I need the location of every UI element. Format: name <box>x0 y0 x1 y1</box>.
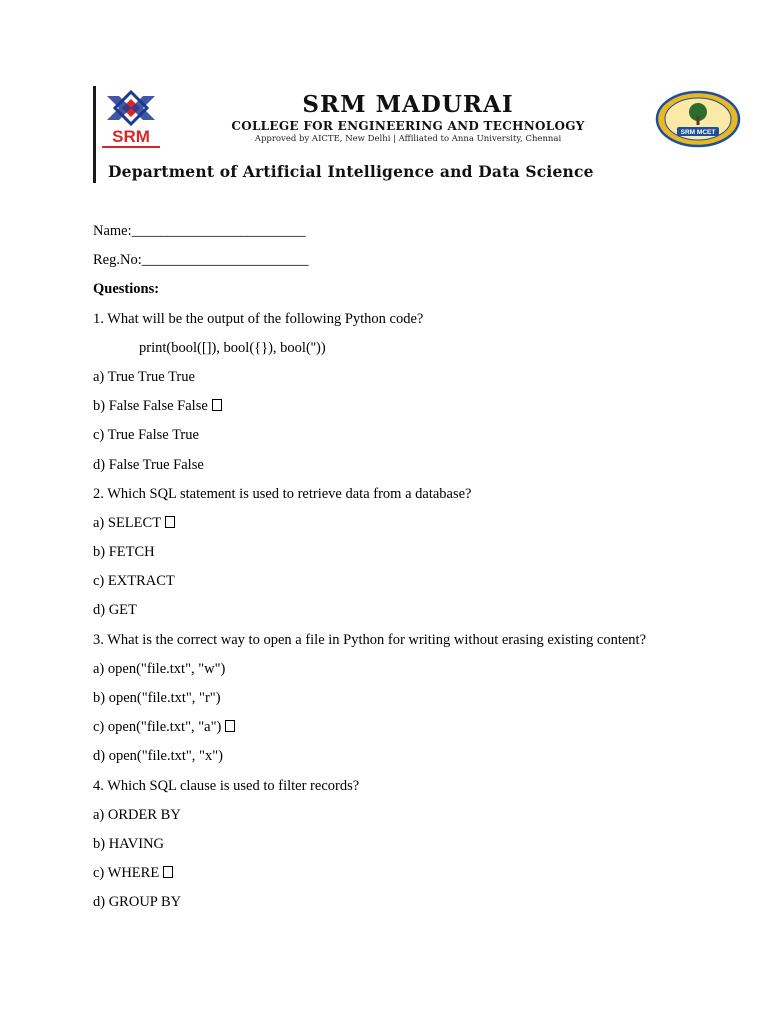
answer-mark-icon <box>163 866 173 878</box>
option-b <box>93 688 653 708</box>
logo-text: SRM <box>112 127 150 146</box>
approval-line: Approved by AICTE, New Delhi | Affiliated to Anna University, Chennai <box>254 134 562 144</box>
option-text: d) GROUP BY <box>93 894 182 911</box>
option-text: b) False False False <box>93 398 208 415</box>
option-c <box>93 571 653 591</box>
letterhead <box>93 86 743 184</box>
srm-logo <box>97 90 165 150</box>
question-4 <box>93 776 653 913</box>
college-title-block <box>193 91 623 145</box>
name-field-line: Name:________________________ <box>93 223 306 239</box>
question-text: 4. Which SQL clause is used to filter records? <box>93 777 360 794</box>
reg-no-field-line: Reg.No:_______________________ <box>93 252 309 269</box>
option-text: c) True False True <box>93 427 199 444</box>
option-text: b) open("file.txt", "r") <box>93 690 221 706</box>
option-c <box>93 425 653 445</box>
college-name: SRM MADURAI <box>302 91 514 118</box>
option-text: c) open("file.txt", "a") <box>93 719 222 736</box>
question-1 <box>93 309 653 475</box>
college-subtitle: COLLEGE FOR ENGINEERING AND TECHNOLOGY <box>231 119 585 133</box>
option-text: b) FETCH <box>93 544 155 561</box>
question-paper-body <box>93 221 653 922</box>
option-text: c) WHERE <box>93 865 160 882</box>
option-a <box>93 659 653 679</box>
option-a <box>93 367 653 387</box>
option-d <box>93 892 653 912</box>
option-text: a) ORDER BY <box>93 806 181 823</box>
option-text: a) SELECT <box>93 514 162 531</box>
option-d <box>93 600 653 620</box>
option-a <box>93 513 653 533</box>
questions-heading: Questions: <box>93 281 160 298</box>
option-c <box>93 717 653 737</box>
option-c <box>93 863 653 883</box>
question-3 <box>93 630 653 767</box>
option-text: d) open("file.txt", "x") <box>93 748 223 765</box>
option-d <box>93 455 653 475</box>
option-text: d) GET <box>93 602 137 619</box>
header-divider <box>93 86 96 183</box>
option-a <box>93 805 653 825</box>
question-2 <box>93 484 653 621</box>
answer-mark-icon <box>165 516 175 528</box>
answer-mark-icon <box>212 399 222 411</box>
option-b <box>93 542 653 562</box>
option-b <box>93 396 653 416</box>
srm-mcet-seal <box>655 90 741 148</box>
question-text: 1. What will be the output of the following Python code? <box>93 310 424 327</box>
question-text: 2. Which SQL statement is used to retrieve data from a database? <box>93 485 472 502</box>
option-text: b) HAVING <box>93 835 165 852</box>
code-snippet: print(bool([]), bool({}), bool('')) <box>139 339 326 356</box>
department-title: Department of Artificial Intelligence and Data Science <box>108 162 594 181</box>
option-text: a) open("file.txt", "w") <box>93 660 226 677</box>
option-text: d) False True False <box>93 456 204 473</box>
option-b <box>93 834 653 854</box>
question-text: 3. What is the correct way to open a file in Python for writing without erasing existing content? <box>93 631 647 648</box>
option-text: c) EXTRACT <box>93 573 175 590</box>
answer-mark-icon <box>225 720 235 732</box>
option-d <box>93 746 653 766</box>
option-text: a) True True True <box>93 368 195 385</box>
seal-text: SRM MCET <box>680 129 716 136</box>
